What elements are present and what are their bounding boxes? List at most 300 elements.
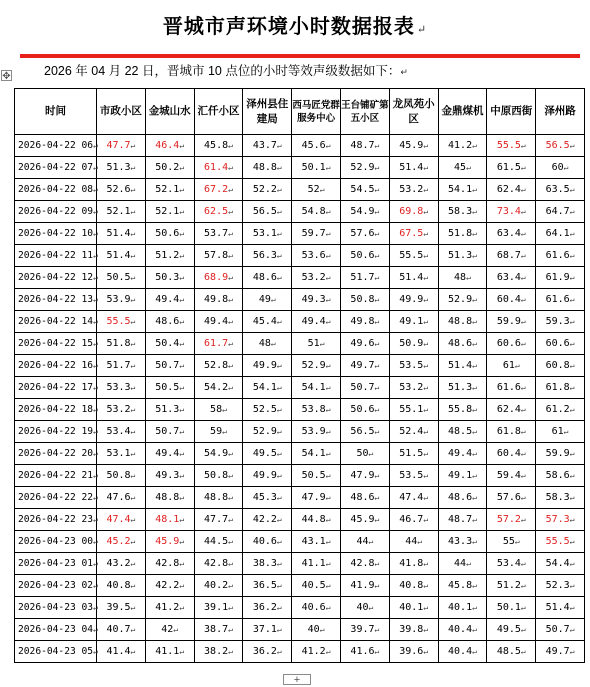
time-cell[interactable]: 2026-04-23 00↵: [15, 531, 97, 553]
value-cell[interactable]: 64.7↵: [536, 201, 585, 223]
value-cell[interactable]: 50.7↵: [536, 619, 585, 641]
title-red-rule: [20, 54, 580, 58]
value-cell[interactable]: 48.7↵: [438, 509, 487, 531]
value-cell[interactable]: 54.1↵: [292, 377, 341, 399]
value-cell[interactable]: 40.8↵: [97, 575, 146, 597]
value-cell[interactable]: 40↵: [292, 619, 341, 641]
value-cell[interactable]: 56.5↵: [536, 135, 585, 157]
table-row: [15, 311, 585, 333]
value-cell[interactable]: 53.1↵: [97, 443, 146, 465]
value-cell[interactable]: 44↵: [389, 531, 438, 553]
value-cell[interactable]: 55.5↵: [487, 135, 536, 157]
value-cell[interactable]: 44.8↵: [292, 509, 341, 531]
time-cell[interactable]: 2026-04-22 16↵: [15, 355, 97, 377]
time-cell[interactable]: 2026-04-23 03↵: [15, 597, 97, 619]
value-cell[interactable]: 49.4↵: [292, 311, 341, 333]
value-cell[interactable]: 52.2↵: [243, 179, 292, 201]
value-cell[interactable]: 44.5↵: [194, 531, 243, 553]
value-cell[interactable]: 61.4↵: [194, 157, 243, 179]
value-cell[interactable]: 49.6↵: [340, 333, 389, 355]
value-cell[interactable]: 49↵: [243, 289, 292, 311]
value-cell[interactable]: 45.9↵: [340, 509, 389, 531]
value-cell[interactable]: 68.7↵: [487, 245, 536, 267]
value-cell[interactable]: 60.4↵: [487, 443, 536, 465]
table-row: [15, 135, 585, 157]
add-row-button[interactable]: +: [283, 674, 311, 685]
value-cell[interactable]: 50.7↵: [340, 377, 389, 399]
table-row: [15, 553, 585, 575]
value-cell[interactable]: 49.9↵: [243, 465, 292, 487]
value-cell[interactable]: 57.6↵: [487, 487, 536, 509]
time-cell[interactable]: 2026-04-22 07↵: [15, 157, 97, 179]
value-cell[interactable]: 55.8↵: [438, 399, 487, 421]
value-cell[interactable]: 41.6↵: [340, 641, 389, 663]
value-cell[interactable]: 41.2↵: [292, 641, 341, 663]
value-cell[interactable]: 61.7↵: [194, 333, 243, 355]
value-cell[interactable]: 39.6↵: [389, 641, 438, 663]
value-cell[interactable]: 53.8↵: [292, 399, 341, 421]
value-cell[interactable]: 52.3↵: [536, 575, 585, 597]
value-cell[interactable]: 49.4↵: [145, 289, 194, 311]
value-cell[interactable]: 42.8↵: [145, 553, 194, 575]
value-cell[interactable]: 41.8↵: [389, 553, 438, 575]
value-cell[interactable]: 40.5↵: [292, 575, 341, 597]
value-cell[interactable]: 38.7↵: [194, 619, 243, 641]
value-cell[interactable]: 59.9↵: [536, 443, 585, 465]
value-cell[interactable]: 49.5↵: [487, 619, 536, 641]
value-cell[interactable]: 59.9↵: [487, 311, 536, 333]
value-cell[interactable]: 40.2↵: [194, 575, 243, 597]
value-cell[interactable]: 50↵: [340, 443, 389, 465]
value-cell[interactable]: 47.9↵: [340, 465, 389, 487]
value-cell[interactable]: 53.2↵: [389, 377, 438, 399]
value-cell[interactable]: 47.4↵: [97, 509, 146, 531]
value-cell[interactable]: 61.6↵: [536, 289, 585, 311]
value-cell[interactable]: 50.7↵: [145, 355, 194, 377]
table-move-handle-icon[interactable]: ✥: [2, 71, 11, 82]
value-cell[interactable]: 52.9↵: [438, 289, 487, 311]
value-cell[interactable]: 58↵: [194, 399, 243, 421]
value-cell[interactable]: 60.6↵: [487, 333, 536, 355]
value-cell[interactable]: 61.9↵: [536, 267, 585, 289]
value-cell[interactable]: 49.7↵: [340, 355, 389, 377]
value-cell[interactable]: 48.8↵: [145, 487, 194, 509]
table-row: [15, 157, 585, 179]
header-site: 王台铺矿第五小区: [340, 89, 389, 135]
value-cell[interactable]: 67.2↵: [194, 179, 243, 201]
value-cell[interactable]: 56.3↵: [243, 245, 292, 267]
value-cell[interactable]: 48.8↵: [438, 311, 487, 333]
value-cell[interactable]: 42.8↵: [194, 553, 243, 575]
table-row: [15, 223, 585, 245]
table-row: [15, 245, 585, 267]
value-cell[interactable]: 45.8↵: [438, 575, 487, 597]
value-cell[interactable]: 51.4↵: [97, 245, 146, 267]
value-cell[interactable]: 53.7↵: [194, 223, 243, 245]
value-cell[interactable]: 48↵: [243, 333, 292, 355]
value-cell[interactable]: 50.8↵: [194, 465, 243, 487]
table-row: [15, 333, 585, 355]
value-cell[interactable]: 52.5↵: [243, 399, 292, 421]
value-cell[interactable]: 55.5↵: [97, 311, 146, 333]
value-cell[interactable]: 45.9↵: [389, 135, 438, 157]
value-cell[interactable]: 36.2↵: [243, 597, 292, 619]
value-cell[interactable]: 54.5↵: [340, 179, 389, 201]
value-cell[interactable]: 45.9↵: [145, 531, 194, 553]
header-site: 泽州路: [536, 89, 585, 135]
value-cell[interactable]: 51.7↵: [97, 355, 146, 377]
value-cell[interactable]: 47.9↵: [292, 487, 341, 509]
value-cell[interactable]: 51.4↵: [536, 597, 585, 619]
value-cell[interactable]: 51.8↵: [438, 223, 487, 245]
value-cell[interactable]: 53.4↵: [97, 421, 146, 443]
table-row: [15, 531, 585, 553]
value-cell[interactable]: 55.5↵: [389, 245, 438, 267]
value-cell[interactable]: 52.1↵: [97, 201, 146, 223]
value-cell[interactable]: 50.2↵: [145, 157, 194, 179]
value-cell[interactable]: 62.4↵: [487, 399, 536, 421]
time-cell[interactable]: 2026-04-23 05↵: [15, 641, 97, 663]
value-cell[interactable]: 37.1↵: [243, 619, 292, 641]
header-site: 西马匠党群服务中心: [292, 89, 341, 135]
value-cell[interactable]: 52.9↵: [340, 157, 389, 179]
time-cell[interactable]: 2026-04-22 08↵: [15, 179, 97, 201]
value-cell[interactable]: 46.4↵: [145, 135, 194, 157]
value-cell[interactable]: 36.2↵: [243, 641, 292, 663]
value-cell[interactable]: 51.3↵: [145, 399, 194, 421]
value-cell[interactable]: 52.9↵: [292, 355, 341, 377]
report-title: 晋城市声环境小时数据报表 ↵: [162, 14, 428, 38]
value-cell[interactable]: 64.1↵: [536, 223, 585, 245]
value-cell[interactable]: 48.6↵: [438, 333, 487, 355]
value-cell[interactable]: 60↵: [536, 157, 585, 179]
value-cell[interactable]: 45.8↵: [194, 135, 243, 157]
value-cell[interactable]: 63.4↵: [487, 223, 536, 245]
value-cell[interactable]: 54.2↵: [194, 377, 243, 399]
value-cell[interactable]: 48.6↵: [340, 487, 389, 509]
value-cell[interactable]: 50.3↵: [145, 267, 194, 289]
value-cell[interactable]: 53.2↵: [389, 179, 438, 201]
value-cell[interactable]: 50.5↵: [145, 377, 194, 399]
value-cell[interactable]: 54.8↵: [292, 201, 341, 223]
value-cell[interactable]: 51.7↵: [340, 267, 389, 289]
value-cell[interactable]: 52.4↵: [389, 421, 438, 443]
time-cell[interactable]: 2026-04-22 23↵: [15, 509, 97, 531]
value-cell[interactable]: 49.3↵: [145, 465, 194, 487]
value-cell[interactable]: 52.8↵: [194, 355, 243, 377]
value-cell[interactable]: 53.5↵: [389, 355, 438, 377]
time-cell[interactable]: 2026-04-22 12↵: [15, 267, 97, 289]
value-cell[interactable]: 42.8↵: [340, 553, 389, 575]
header-site: 汇仟小区: [194, 89, 243, 135]
value-cell[interactable]: 53.4↵: [487, 553, 536, 575]
value-cell[interactable]: 58.3↵: [438, 201, 487, 223]
value-cell[interactable]: 40↵: [340, 597, 389, 619]
value-cell[interactable]: 38.3↵: [243, 553, 292, 575]
header-site: 金鼎煤机: [438, 89, 487, 135]
time-cell[interactable]: 2026-04-22 06↵: [15, 135, 97, 157]
value-cell[interactable]: 49.4↵: [145, 443, 194, 465]
value-cell[interactable]: 41.2↵: [438, 135, 487, 157]
value-cell[interactable]: 52.6↵: [97, 179, 146, 201]
table-row: [15, 465, 585, 487]
value-cell[interactable]: 56.5↵: [243, 201, 292, 223]
time-cell[interactable]: 2026-04-23 04↵: [15, 619, 97, 641]
value-cell[interactable]: 61↵: [487, 355, 536, 377]
time-cell[interactable]: 2026-04-22 14↵: [15, 311, 97, 333]
value-cell[interactable]: 53.6↵: [292, 245, 341, 267]
value-cell[interactable]: 57.8↵: [194, 245, 243, 267]
value-cell[interactable]: 61↵: [536, 421, 585, 443]
intro-paragraph: 2026 年 04 月 22 日，晋城市 10 点位的小时等效声级数据如下：↵: [44, 64, 408, 78]
time-cell[interactable]: 2026-04-22 19↵: [15, 421, 97, 443]
value-cell[interactable]: 49.3↵: [292, 289, 341, 311]
value-cell[interactable]: 45.3↵: [243, 487, 292, 509]
value-cell[interactable]: 49.8↵: [340, 311, 389, 333]
value-cell[interactable]: 57.6↵: [340, 223, 389, 245]
value-cell[interactable]: 61.6↵: [536, 245, 585, 267]
value-cell[interactable]: 43.2↵: [97, 553, 146, 575]
value-cell[interactable]: 63.4↵: [487, 267, 536, 289]
value-cell[interactable]: 40.4↵: [438, 641, 487, 663]
value-cell[interactable]: 42↵: [145, 619, 194, 641]
value-cell[interactable]: 39.1↵: [194, 597, 243, 619]
value-cell[interactable]: 49.1↵: [438, 465, 487, 487]
value-cell[interactable]: 50.8↵: [340, 289, 389, 311]
value-cell[interactable]: 41.1↵: [145, 641, 194, 663]
value-cell[interactable]: 53.5↵: [389, 465, 438, 487]
value-cell[interactable]: 73.4↵: [487, 201, 536, 223]
value-cell[interactable]: 59↵: [194, 421, 243, 443]
table-row: [15, 641, 585, 663]
value-cell[interactable]: 42.2↵: [145, 575, 194, 597]
value-cell[interactable]: 53.9↵: [292, 421, 341, 443]
value-cell[interactable]: 58.6↵: [536, 465, 585, 487]
value-cell[interactable]: 40.4↵: [438, 619, 487, 641]
value-cell[interactable]: 68.9↵: [194, 267, 243, 289]
value-cell[interactable]: 51.4↵: [389, 157, 438, 179]
table-row: [15, 597, 585, 619]
value-cell[interactable]: 51.2↵: [145, 245, 194, 267]
value-cell[interactable]: 54.1↵: [292, 443, 341, 465]
value-cell[interactable]: 62.4↵: [487, 179, 536, 201]
value-cell[interactable]: 52.1↵: [145, 201, 194, 223]
value-cell[interactable]: 62.5↵: [194, 201, 243, 223]
value-cell[interactable]: 40.6↵: [292, 597, 341, 619]
value-cell[interactable]: 45.2↵: [97, 531, 146, 553]
time-cell[interactable]: 2026-04-22 09↵: [15, 201, 97, 223]
value-cell[interactable]: 54.1↵: [243, 377, 292, 399]
value-cell[interactable]: 49.8↵: [194, 289, 243, 311]
value-cell[interactable]: 50.4↵: [145, 333, 194, 355]
header-site: 市政小区: [97, 89, 146, 135]
value-cell[interactable]: 41.9↵: [340, 575, 389, 597]
value-cell[interactable]: 49.1↵: [389, 311, 438, 333]
value-cell[interactable]: 50.1↵: [487, 597, 536, 619]
value-cell[interactable]: 39.7↵: [340, 619, 389, 641]
value-cell[interactable]: 49.5↵: [243, 443, 292, 465]
value-cell[interactable]: 51.3↵: [438, 377, 487, 399]
paragraph-mark: ↵: [400, 67, 408, 77]
value-cell[interactable]: 48.8↵: [194, 487, 243, 509]
value-cell[interactable]: 53.1↵: [243, 223, 292, 245]
time-cell[interactable]: 2026-04-23 02↵: [15, 575, 97, 597]
value-cell[interactable]: 58.3↵: [536, 487, 585, 509]
value-cell[interactable]: 60.4↵: [487, 289, 536, 311]
value-cell[interactable]: 47.4↵: [389, 487, 438, 509]
value-cell[interactable]: 51.5↵: [389, 443, 438, 465]
table-row: [15, 487, 585, 509]
table-row: [15, 619, 585, 641]
value-cell[interactable]: 45↵: [438, 157, 487, 179]
value-cell[interactable]: 48.5↵: [487, 641, 536, 663]
value-cell[interactable]: 40.8↵: [389, 575, 438, 597]
time-cell[interactable]: 2026-04-22 20↵: [15, 443, 97, 465]
time-cell[interactable]: 2026-04-22 21↵: [15, 465, 97, 487]
table-row: [15, 377, 585, 399]
time-cell[interactable]: 2026-04-22 15↵: [15, 333, 97, 355]
value-cell[interactable]: 45.4↵: [243, 311, 292, 333]
value-cell[interactable]: 40.7↵: [97, 619, 146, 641]
value-cell[interactable]: 41.4↵: [97, 641, 146, 663]
value-cell[interactable]: 61.5↵: [487, 157, 536, 179]
value-cell[interactable]: 61.8↵: [487, 421, 536, 443]
value-cell[interactable]: 69.8↵: [389, 201, 438, 223]
value-cell[interactable]: 40.1↵: [389, 597, 438, 619]
table-row: [15, 289, 585, 311]
value-cell[interactable]: 54.1↵: [438, 179, 487, 201]
value-cell[interactable]: 48.1↵: [145, 509, 194, 531]
header-site: 泽州县住建局: [243, 89, 292, 135]
value-cell[interactable]: 49.7↵: [536, 641, 585, 663]
value-cell[interactable]: 43.3↵: [438, 531, 487, 553]
value-cell[interactable]: 44↵: [340, 531, 389, 553]
value-cell[interactable]: 54.9↵: [194, 443, 243, 465]
time-cell[interactable]: 2026-04-22 10↵: [15, 223, 97, 245]
value-cell[interactable]: 44↵: [438, 553, 487, 575]
value-cell[interactable]: 63.5↵: [536, 179, 585, 201]
value-cell[interactable]: 50.7↵: [145, 421, 194, 443]
table-header-row: [15, 89, 585, 135]
value-cell[interactable]: 39.5↵: [97, 597, 146, 619]
value-cell[interactable]: 48.5↵: [438, 421, 487, 443]
value-cell[interactable]: 54.4↵: [536, 553, 585, 575]
value-cell[interactable]: 53.9↵: [97, 289, 146, 311]
value-cell[interactable]: 50.5↵: [97, 267, 146, 289]
value-cell[interactable]: 48.8↵: [243, 157, 292, 179]
value-cell[interactable]: 47.7↵: [97, 135, 146, 157]
value-cell[interactable]: 49.4↵: [438, 443, 487, 465]
value-cell[interactable]: 43.1↵: [292, 531, 341, 553]
value-cell[interactable]: 51.4↵: [97, 223, 146, 245]
value-cell[interactable]: 53.3↵: [97, 377, 146, 399]
value-cell[interactable]: 49.4↵: [194, 311, 243, 333]
value-cell[interactable]: 50.6↵: [340, 399, 389, 421]
value-cell[interactable]: 51.4↵: [438, 355, 487, 377]
value-cell[interactable]: 52↵: [292, 179, 341, 201]
value-cell[interactable]: 57.2↵: [487, 509, 536, 531]
value-cell[interactable]: 45.6↵: [292, 135, 341, 157]
value-cell[interactable]: 59.3↵: [536, 311, 585, 333]
table-row: [15, 355, 585, 377]
value-cell[interactable]: 60.8↵: [536, 355, 585, 377]
value-cell[interactable]: 40.1↵: [438, 597, 487, 619]
value-cell[interactable]: 36.5↵: [243, 575, 292, 597]
value-cell[interactable]: 51↵: [292, 333, 341, 355]
header-site: 龙凤苑小区: [389, 89, 438, 135]
value-cell[interactable]: 55.5↵: [536, 531, 585, 553]
time-cell[interactable]: 2026-04-22 11↵: [15, 245, 97, 267]
value-cell[interactable]: 48↵: [438, 267, 487, 289]
value-cell[interactable]: 53.2↵: [292, 267, 341, 289]
value-cell[interactable]: 55↵: [487, 531, 536, 553]
value-cell[interactable]: 51.2↵: [487, 575, 536, 597]
value-cell[interactable]: 48.7↵: [340, 135, 389, 157]
value-cell[interactable]: 61.6↵: [487, 377, 536, 399]
value-cell[interactable]: 52.9↵: [243, 421, 292, 443]
value-cell[interactable]: 60.6↵: [536, 333, 585, 355]
value-cell[interactable]: 50.5↵: [292, 465, 341, 487]
value-cell[interactable]: 50.8↵: [97, 465, 146, 487]
value-cell[interactable]: 61.2↵: [536, 399, 585, 421]
value-cell[interactable]: 52.1↵: [145, 179, 194, 201]
value-cell[interactable]: 43.7↵: [243, 135, 292, 157]
value-cell[interactable]: 51.3↵: [97, 157, 146, 179]
table-row: [15, 509, 585, 531]
value-cell[interactable]: 50.6↵: [145, 223, 194, 245]
value-cell[interactable]: 50.6↵: [340, 245, 389, 267]
value-cell[interactable]: 54.9↵: [340, 201, 389, 223]
value-cell[interactable]: 49.9↵: [243, 355, 292, 377]
value-cell[interactable]: 51.8↵: [97, 333, 146, 355]
value-cell[interactable]: 57.3↵: [536, 509, 585, 531]
value-cell[interactable]: 51.3↵: [438, 245, 487, 267]
value-cell[interactable]: 40.6↵: [243, 531, 292, 553]
value-cell[interactable]: 50.9↵: [389, 333, 438, 355]
value-cell[interactable]: 47.7↵: [194, 509, 243, 531]
value-cell[interactable]: 48.6↵: [438, 487, 487, 509]
value-cell[interactable]: 51.4↵: [389, 267, 438, 289]
value-cell[interactable]: 67.5↵: [389, 223, 438, 245]
table-row: [15, 179, 585, 201]
value-cell[interactable]: 39.8↵: [389, 619, 438, 641]
value-cell[interactable]: 47.6↵: [97, 487, 146, 509]
value-cell[interactable]: 48.6↵: [243, 267, 292, 289]
time-cell[interactable]: 2026-04-22 17↵: [15, 377, 97, 399]
value-cell[interactable]: 38.2↵: [194, 641, 243, 663]
time-cell[interactable]: 2026-04-23 01↵: [15, 553, 97, 575]
value-cell[interactable]: 59.7↵: [292, 223, 341, 245]
value-cell[interactable]: 50.1↵: [292, 157, 341, 179]
time-cell[interactable]: 2026-04-22 18↵: [15, 399, 97, 421]
value-cell[interactable]: 41.2↵: [145, 597, 194, 619]
value-cell[interactable]: 55.1↵: [389, 399, 438, 421]
table-row: [15, 201, 585, 223]
header-site: 中原西街: [487, 89, 536, 135]
table-row: [15, 575, 585, 597]
value-cell[interactable]: 61.8↵: [536, 377, 585, 399]
value-cell[interactable]: 53.2↵: [97, 399, 146, 421]
value-cell[interactable]: 56.5↵: [340, 421, 389, 443]
value-cell[interactable]: 46.7↵: [389, 509, 438, 531]
value-cell[interactable]: 59.4↵: [487, 465, 536, 487]
value-cell[interactable]: 42.2↵: [243, 509, 292, 531]
value-cell[interactable]: 41.1↵: [292, 553, 341, 575]
value-cell[interactable]: 48.6↵: [145, 311, 194, 333]
time-cell[interactable]: 2026-04-22 13↵: [15, 289, 97, 311]
value-cell[interactable]: 49.9↵: [389, 289, 438, 311]
time-cell[interactable]: 2026-04-22 22↵: [15, 487, 97, 509]
